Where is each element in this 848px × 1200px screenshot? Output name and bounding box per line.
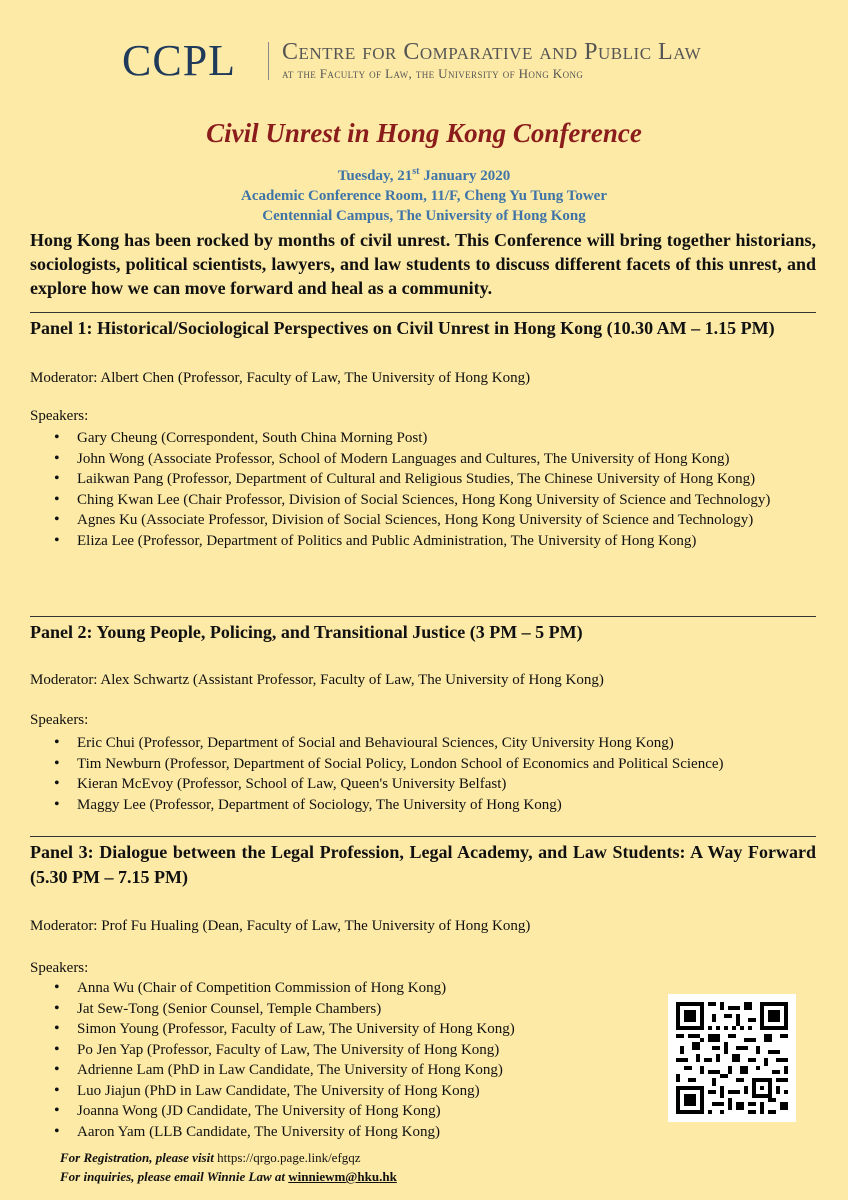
list-item: • Tim Newburn (Professor, Department of Social Policy, London School of Economics and Political Science) — [52, 754, 816, 775]
list-item: • Adrienne Lam (PhD in Law Candidate, The University of Hong Kong) — [52, 1060, 652, 1081]
list-item: • Anna Wu (Chair of Competition Commission of Hong Kong) — [52, 978, 652, 999]
panel-1-title: Panel 1: Historical/Sociological Perspectives on Civil Unrest in Hong Kong (10.30 AM – 1.15 PM) — [30, 318, 775, 338]
panel-1-speakers-label: Speakers: — [30, 408, 89, 424]
list-item: • Laikwan Pang (Professor, Department of Cultural and Religious Studies, The Chinese University of Hong Kong) — [52, 469, 816, 490]
panel-2-speaker-list — [52, 733, 816, 815]
list-item: • Gary Cheung (Correspondent, South China Morning Post) — [52, 428, 816, 449]
panel-3-speaker-list — [52, 978, 652, 1142]
panel-1-moderator: Moderator: Albert Chen (Professor, Faculty of Law, The University of Hong Kong) — [30, 370, 531, 386]
list-item: • Kieran McEvoy (Professor, School of Law, Queen's University Belfast) — [52, 774, 816, 795]
list-item: • Aaron Yam (LLB Candidate, The University of Hong Kong) — [52, 1122, 652, 1143]
divider — [30, 836, 816, 837]
panel-3-title: Panel 3: Dialogue between the Legal Profession, Legal Academy, and Law Students: A Way Forward (5.30 PM – 7.15 PM) — [30, 842, 816, 887]
panel-2-moderator: Moderator: Alex Schwartz (Assistant Professor, Faculty of Law, The University of Hong Kong) — [30, 672, 604, 688]
list-item: • Maggy Lee (Professor, Department of Sociology, The University of Hong Kong) — [52, 795, 816, 816]
qr-code-icon — [676, 1002, 788, 1114]
list-item: • John Wong (Associate Professor, School of Modern Languages and Cultures, The University of Hong Kong) — [52, 449, 816, 470]
inquiry-line: For inquiries, please email Winnie Law at winniewm@hku.hk — [60, 1169, 397, 1184]
panel-3-speakers-label: Speakers: — [30, 960, 89, 976]
list-item: • Ching Kwan Lee (Chair Professor, Division of Social Sciences, Hong Kong University of Science and Technology) — [52, 490, 816, 511]
registration-link[interactable]: https://qrgo.page.link/efgqz — [217, 1150, 361, 1165]
list-item: • Joanna Wong (JD Candidate, The University of Hong Kong) — [52, 1101, 652, 1122]
ccpl-logo: CCPL — [122, 36, 237, 85]
event-details — [0, 162, 848, 226]
list-item: • Po Jen Yap (Professor, Faculty of Law, The University of Hong Kong) — [52, 1040, 652, 1061]
faculty-name: at the Faculty of Law, the University of Hong Kong — [282, 66, 584, 81]
panel-3-moderator: Moderator: Prof Fu Hualing (Dean, Faculty of Law, The University of Hong Kong) — [30, 918, 531, 934]
panel-2-title: Panel 2: Young People, Policing, and Transitional Justice (3 PM – 5 PM) — [30, 622, 583, 642]
divider — [30, 312, 816, 313]
header — [122, 36, 762, 86]
list-item: • Eliza Lee (Professor, Department of Politics and Public Administration, The University of Hong Kong) — [52, 531, 816, 552]
footer — [60, 1148, 397, 1186]
header-divider — [268, 42, 269, 80]
list-item: • Simon Young (Professor, Faculty of Law, The University of Hong Kong) — [52, 1019, 652, 1040]
list-item: • Luo Jiajun (PhD in Law Candidate, The University of Hong Kong) — [52, 1081, 652, 1102]
panel-1-speaker-list — [52, 428, 816, 551]
event-date: Tuesday, 21st January 2020 — [337, 166, 511, 184]
inquiry-email-link[interactable]: winniewm@hku.hk — [288, 1169, 397, 1184]
registration-qr-code[interactable] — [668, 994, 796, 1122]
divider — [30, 616, 816, 617]
list-item: • Eric Chui (Professor, Department of Social and Behavioural Sciences, City University Hong Kong) — [52, 733, 816, 754]
panel-2-speakers-label: Speakers: — [30, 712, 89, 728]
event-venue-line1: Academic Conference Room, 11/F, Cheng Yu Tung Tower — [240, 188, 607, 204]
event-venue-line2: Centennial Campus, The University of Hong Kong — [262, 208, 586, 224]
list-item: • Agnes Ku (Associate Professor, Division of Social Sciences, Hong Kong University of Science and Technology) — [52, 510, 816, 531]
registration-line: For Registration, please visit https://qrgo.page.link/efgqz — [60, 1150, 361, 1165]
list-item: • Jat Sew-Tong (Senior Counsel, Temple Chambers) — [52, 999, 652, 1020]
event-title: Civil Unrest in Hong Kong Conference — [206, 118, 642, 148]
intro-paragraph: Hong Kong has been rocked by months of civil unrest. This Conference will bring together historians, sociologists, political scientists, lawyers, and law students to discuss different facets of this unrest, and explore how we can move forward and heal as a community. — [30, 230, 816, 298]
centre-name: Centre for Comparative and Public Law — [282, 39, 702, 65]
